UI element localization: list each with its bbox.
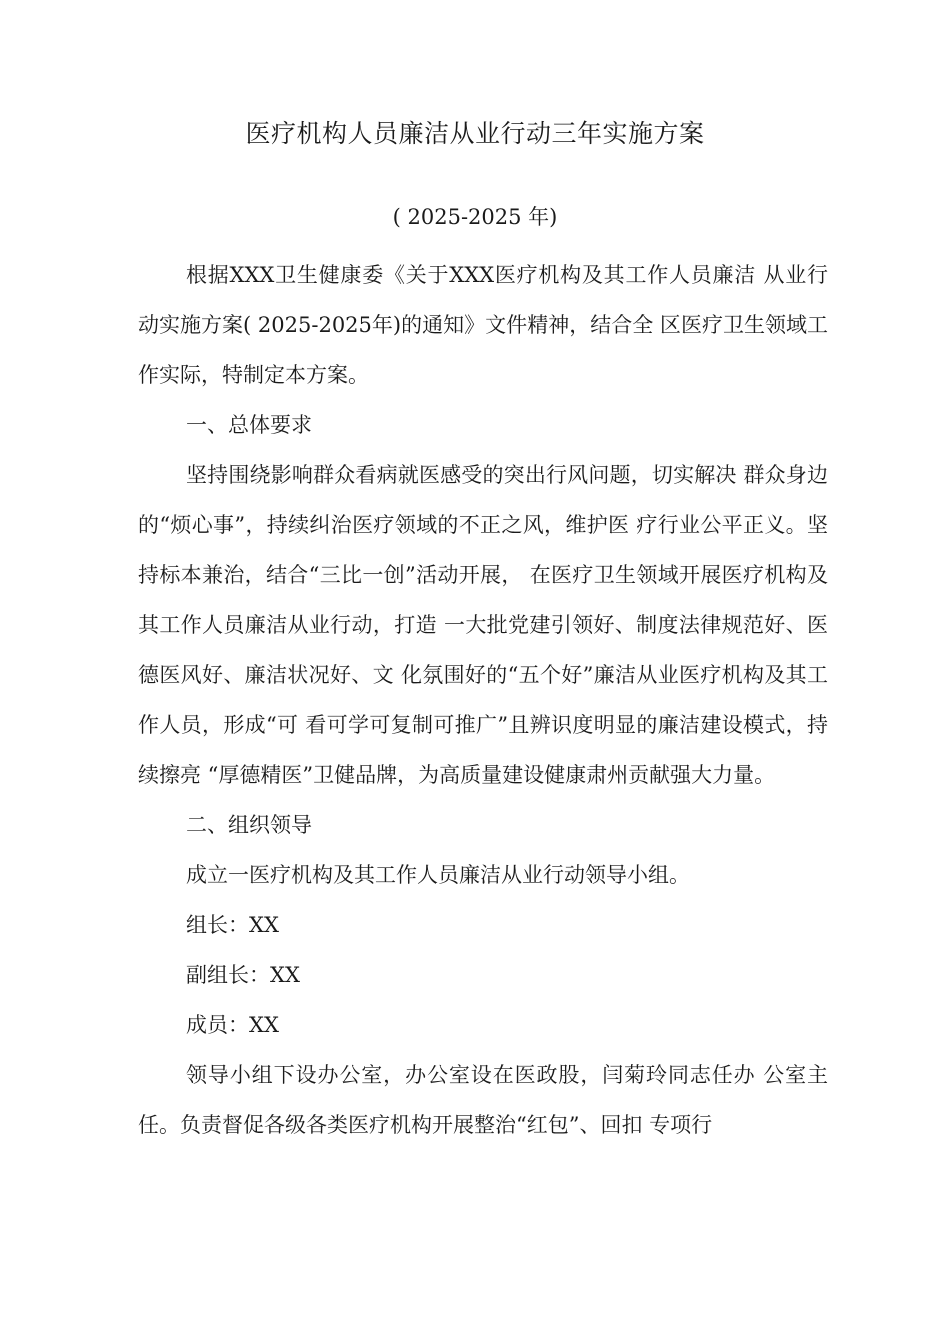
paragraph-leadership-group: 成立一医疗机构及其工作人员廉洁从业行动领导小组。 — [186, 863, 690, 887]
paragraph-deputy-leader: 副组长：XX — [186, 963, 300, 987]
paragraph-office: 领导小组下设办公室，办公室设在医政股，闫菊玲同志任办 公室主任。负责督促各级各类医疗机构开展整治“红包”、回扣 专项行 — [138, 1063, 828, 1137]
paragraph-group-leader: 组长：XX — [186, 913, 279, 937]
section-heading-1: 一、总体要求 — [186, 413, 312, 437]
paragraph-members: 成员：XX — [186, 1013, 279, 1037]
document-body — [138, 250, 828, 1150]
paragraph-intro: 根据XXX卫生健康委《关于XXX医疗机构及其工作人员廉洁 从业行动实施方案( 2025-2025年)的通知》文件精神，结合全 区医疗卫生领域工作实际，特制定本方案。 — [138, 263, 828, 387]
section-heading-2: 二、组织领导 — [186, 813, 312, 837]
document-title: 医疗机构人员廉洁从业行动三年实施方案 — [245, 119, 705, 148]
paragraph-general-requirements: 坚持围绕影响群众看病就医感受的突出行风问题，切实解决 群众身边的“烦心事”，持续纠治医疗领域的不正之风，维护医 疗行业公平正义。坚持标本兼治，结合“三比一创”活动开展， 在医疗卫生领域开展医疗机构及其工作人员廉洁从业行动，打造 一大批党建引领好、制度法律规范好、医德医风好、廉洁状况好、文 化氛围好的“五个好”廉洁从业医疗机构及其工作人员，形成“可 看可学可复制可推广”且辨识度明显的廉洁建设模式，持续擦亮 “厚德精医”卫健品牌，为高质量建设健康肃州贡献强大力量。 — [138, 463, 828, 787]
document-subtitle: ( 2025-2025 年) — [392, 205, 558, 229]
